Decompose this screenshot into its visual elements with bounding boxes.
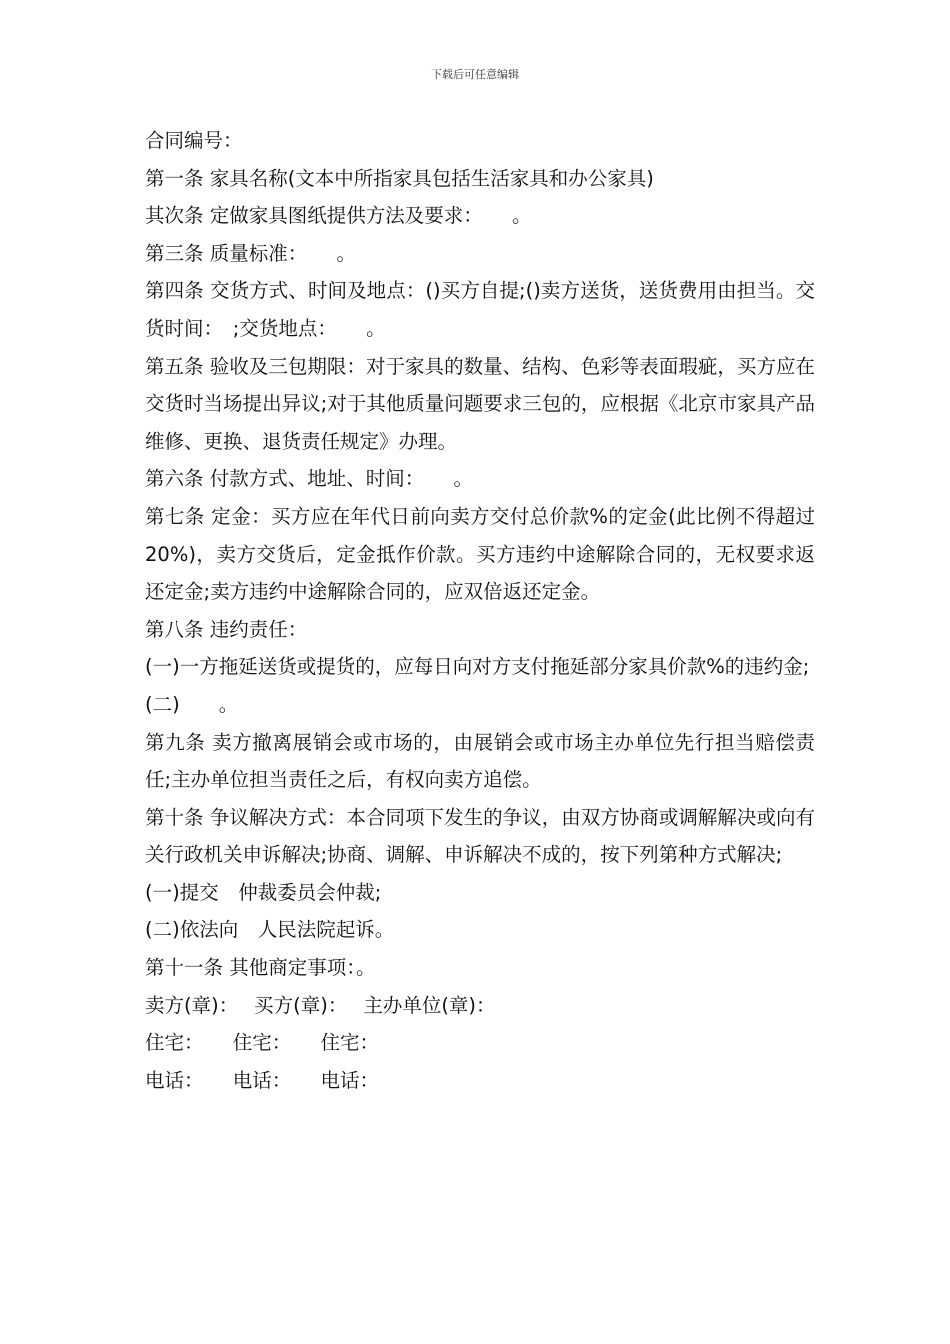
article-7-deposit: 第七条 定金：买方应在年代日前向卖方交付总价款%的定金(此比例不得超过 20%)，卖方交货后，定金抵作价款。买方违约中途解除合同的，无权要求返还定金;卖方违约中途解除合同的，应双倍返还定金。	[145, 504, 822, 604]
page-header-note: 下载后可任意编辑	[431, 68, 519, 81]
article-11-other: 第十一条 其他商定事项：。	[145, 956, 376, 980]
article-10-dispute: 第十条 争议解决方式：本合同项下发生的争议，由双方协商或调解解决或向有关行政机关申诉解决;协商、调解、申诉解决不成的，按下列第种方式解决;	[145, 805, 815, 867]
signature-row-address: 住宅： 住宅： 住宅：	[145, 1031, 380, 1055]
article-6-payment: 第六条 付款方式、地址、时间： 。	[145, 467, 473, 491]
article-3-quality: 第三条 质量标准： 。	[145, 241, 356, 265]
article-5-acceptance: 第五条 验收及三包期限：对于家具的数量、结构、色彩等表面瑕疵，买方应在交货时当场提出异议;对于其他质量问题要求三包的，应根据《北京市家具产品维修、更换、退货责任规定》办理。	[145, 354, 815, 453]
article-1-furniture-name: 第一条 家具名称(文本中所指家具包括生活家具和办公家具)	[145, 166, 654, 190]
article-8-liability: 第八条 违约责任：	[145, 617, 308, 641]
article-8-clause-1: (一)一方拖延送货或提货的，应每日向对方支付拖延部分家具价款%的违约金;	[145, 655, 810, 679]
article-8-clause-2: (二) 。	[145, 692, 239, 716]
signature-row-phone: 电话： 电话： 电话：	[145, 1068, 380, 1092]
article-4-delivery: 第四条 交货方式、时间及地点：()买方自提;()卖方送货，送货费用由担当。交货时间： ;交货地点： 。	[145, 279, 815, 340]
article-10-clause-1: (一)提交 仲裁委员会仲裁;	[145, 880, 382, 904]
article-2-drawings: 其次条 定做家具图纸提供方法及要求： 。	[145, 204, 532, 228]
signature-row-seals: 卖方(章)： 买方(章)： 主办单位(章)：	[145, 993, 496, 1017]
article-9-withdrawal: 第九条 卖方撤离展销会或市场的，由展销会或市场主办单位先行担当赔偿责任;主办单位担当责任之后，有权向卖方追偿。	[145, 730, 815, 792]
contract-body	[145, 122, 822, 1099]
article-10-clause-2: (二)依法向 人民法院起诉。	[145, 918, 395, 942]
contract-number: 合同编号：	[145, 129, 243, 152]
